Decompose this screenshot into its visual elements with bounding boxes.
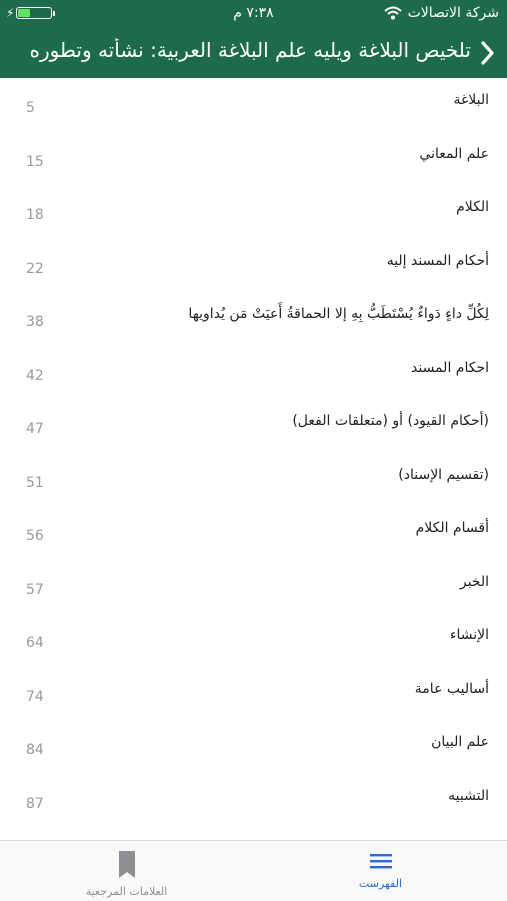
index-item-title: (تقسيم الإسناد) (398, 466, 489, 483)
carrier-name: شركة الاتصالات (407, 5, 499, 21)
wifi-icon (384, 6, 402, 20)
index-item-page: 18 (26, 207, 44, 223)
index-item-page: 42 (26, 367, 44, 384)
app-header (0, 28, 507, 78)
index-item[interactable] (0, 132, 507, 186)
status-bar (0, 0, 507, 28)
index-item-title: (أحكام القيود) أو (متعلقات الفعل) (292, 413, 489, 429)
list-menu-icon (369, 851, 393, 871)
index-item[interactable] (0, 292, 507, 346)
index-item[interactable] (0, 239, 507, 293)
index-item[interactable] (0, 346, 507, 400)
tab-bookmarks[interactable] (0, 841, 253, 901)
index-item-page: 47 (26, 421, 44, 437)
index-item-title: لِكُلِّ داءٍ دَواءٌ يُسْتَطَبُّ بِهِ إلا الحماقةُ أَعيَتْ مَن يُداويها (188, 306, 489, 322)
status-time: ٧:٣٨ م (233, 5, 274, 21)
index-item[interactable] (0, 560, 507, 614)
index-item-page: 15 (26, 153, 44, 170)
index-item[interactable] (0, 506, 507, 560)
page-title: تلخيص البلاغة ويليه علم البلاغة العربية: نشأته وتطوره (29, 38, 471, 62)
tab-bookmarks-label: العلامات المرجعية (85, 885, 168, 898)
index-item-page: 74 (26, 688, 44, 705)
index-item-page: 22 (26, 260, 44, 277)
index-item[interactable] (0, 453, 507, 507)
index-item-title: البلاغة (453, 92, 489, 108)
index-item[interactable] (0, 78, 507, 132)
index-item-page: 38 (26, 314, 44, 330)
index-item[interactable] (0, 720, 507, 774)
index-item-title: أقسام الكلام (415, 520, 489, 536)
index-item-title: احكام المسند (411, 359, 489, 376)
index-item[interactable] (0, 613, 507, 667)
index-item-title: علم المعاني (419, 145, 489, 162)
charging-bolt-icon: ⚡ (6, 6, 15, 20)
index-item[interactable] (0, 399, 507, 453)
tab-bar (0, 840, 507, 901)
index-item-page: 84 (26, 742, 44, 758)
index-item-page: 56 (26, 528, 44, 544)
index-item[interactable] (0, 185, 507, 239)
bookmark-icon (118, 851, 136, 879)
index-item-title: الكلام (456, 199, 489, 215)
index-item-page: 51 (26, 474, 44, 491)
index-item-title: علم البيان (431, 734, 489, 750)
index-item[interactable] (0, 667, 507, 721)
index-item-title: أحكام المسند إليه (386, 252, 489, 269)
index-item-page: 87 (26, 795, 44, 812)
index-item-page: 57 (26, 581, 44, 598)
tab-index[interactable] (254, 841, 507, 901)
index-list (0, 78, 507, 840)
index-item-title: أساليب عامة (414, 680, 489, 697)
index-item-title: التشبيه (448, 787, 489, 804)
tab-index-label: الفهرست (358, 877, 403, 890)
index-item-title: الإنشاء (449, 627, 489, 643)
index-item-page: 64 (26, 635, 44, 651)
index-item[interactable] (0, 774, 507, 828)
index-item-title: الخبر (459, 573, 489, 590)
index-item-page: 5 (26, 100, 35, 116)
back-chevron-icon[interactable] (477, 40, 497, 66)
